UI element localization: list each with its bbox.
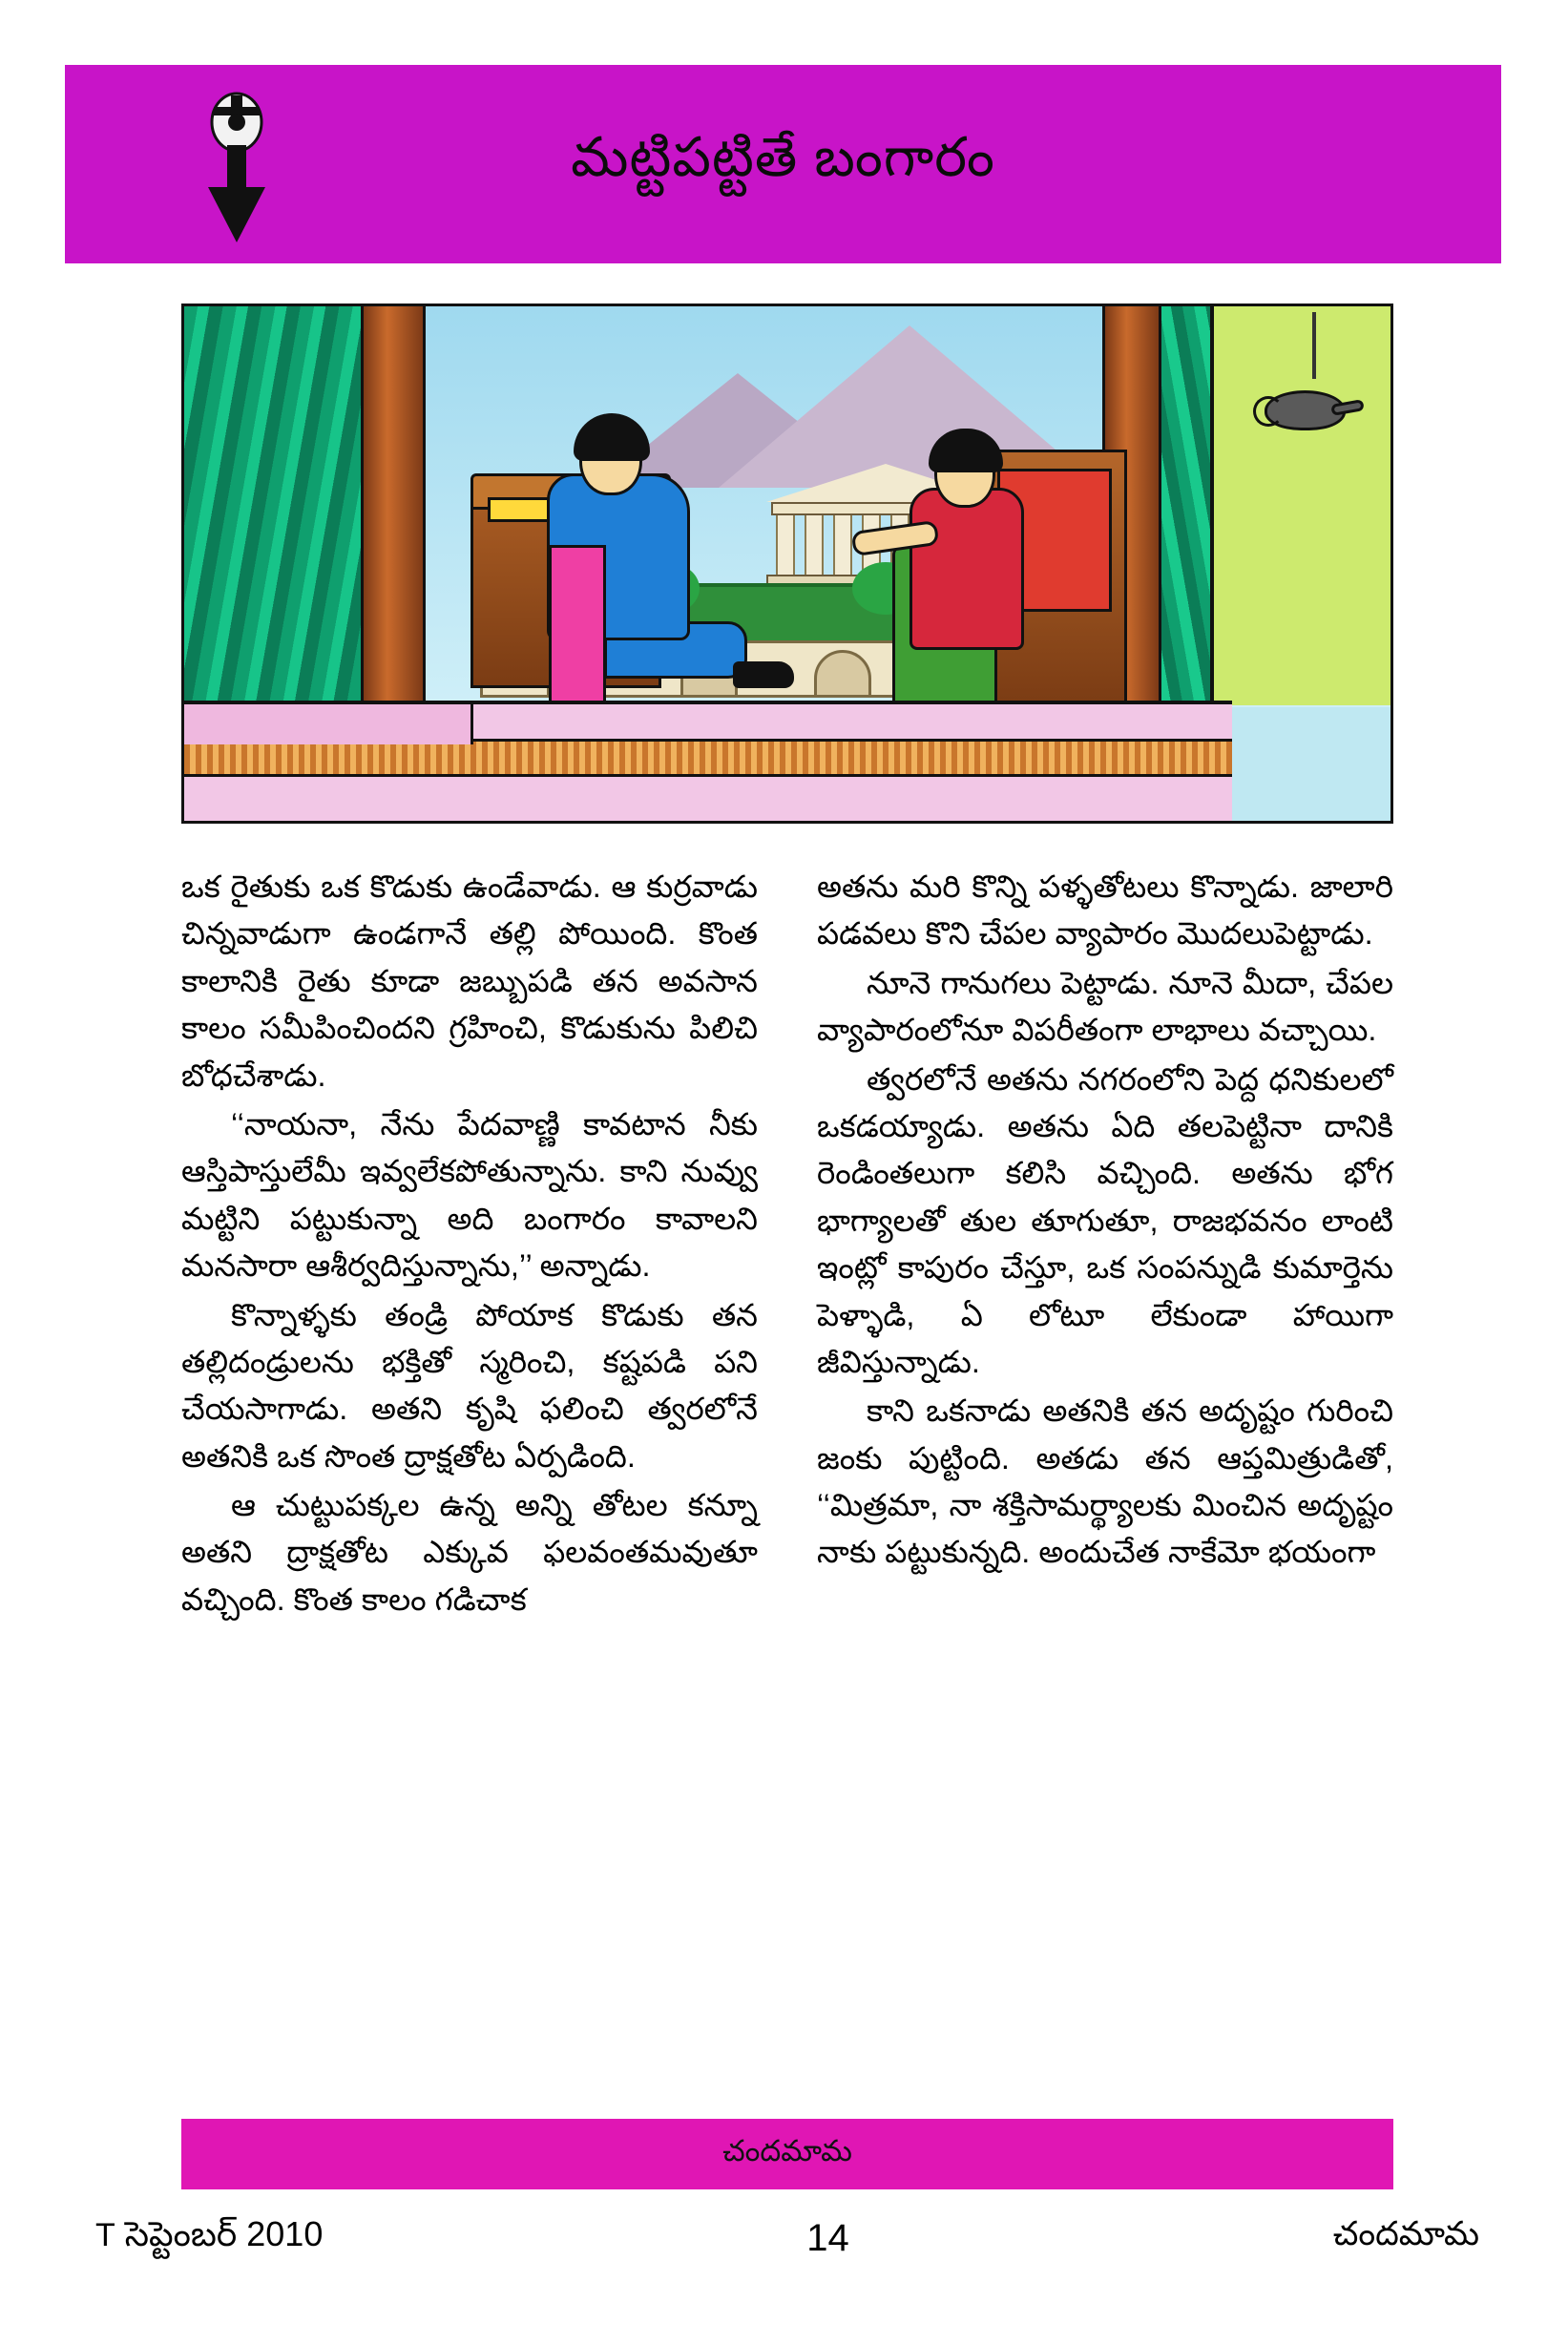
paragraph: కాని ఒకనాడు అతనికి తన అదృష్టం గురించి జంకు పుట్టింది. అతడు తన ఆప్తమిత్రుడితో, ‘‘మిత్రమా, నా శక్తిసామర్థ్యాలకు మించిన అదృష్టం నాకు పట్టుకున్నది. అందుచేత నాకేమో భయంగా — [817, 1393, 1393, 1570]
footer-band-label: చందమామ — [722, 2133, 852, 2167]
article-column-right — [817, 864, 1393, 2095]
paragraph: ఒక రైతుకు ఒక కొడుకు ఉండేవాడు. ఆ కుర్రవాడు చిన్నవాడుగా ఉండగానే తల్లి పోయింది. కొంత కాలానికి రైతు కూడా జబ్బుపడి తన అవసాన కాలం సమీపించిందని గ్రహించి, కొడుకును పిలిచి బోధచేశాడు. — [181, 869, 758, 1093]
paragraph: నూనె గానుగలు పెట్టాడు. నూనె మీదా, చేపల వ్యాపారంలోనూ విపరీతంగా లాభాలు వచ్చాయి. — [817, 965, 1393, 1048]
paragraph: ఆ చుట్టుపక్కల ఉన్న అన్ని తోటల కన్నూ అతని ద్రాక్షతోట ఎక్కువ ఫలవంతమవుతూ వచ్చింది. కొంత కాలం గడిచాక — [181, 1488, 758, 1617]
illustration-floor-border — [184, 739, 1232, 777]
footer-band — [181, 2119, 1393, 2189]
illustration-curtain-left — [184, 306, 366, 705]
illustration-dais — [184, 701, 473, 744]
footer-magazine-name: చందమామ — [1332, 2215, 1479, 2252]
hanging-oil-lamp-icon — [1255, 373, 1369, 440]
illustration-green-wall-panel — [1210, 306, 1390, 705]
footer-issue — [95, 2214, 323, 2263]
story-illustration — [181, 304, 1393, 824]
illustration-pillar-left — [361, 306, 426, 705]
article-column-left — [181, 864, 758, 2095]
page-number: 14 — [806, 2216, 849, 2259]
paragraph: ‘‘నాయనా, నేను పేదవాణ్ణి కావటాన నీకు ఆస్తిపాస్తులేమీ ఇవ్వలేకపోతున్నాను. కాని నువ్వు మట్టిని పట్టుకున్నా అది బంగారం కావాలని మనసారా ఆశీర్వదిస్తున్నాను,’’ అన్నాడు. — [181, 1106, 758, 1284]
paragraph: అతను మరి కొన్ని పళ్ళతోటలు కొన్నాడు. జాలారి పడవలు కొని చేపల వ్యాపారం మొదలుపెట్టాడు. — [817, 869, 1393, 952]
header-banner — [65, 65, 1501, 263]
page-footer — [95, 2209, 1479, 2267]
illustration-lamp-chain — [1312, 312, 1316, 379]
page-title: మట్టిపట్టితే బంగారం — [571, 127, 995, 188]
paragraph: కొన్నాళ్ళకు తండ్రి పోయాక కొడుకు తన తల్లిదండ్రులను భక్తితో స్మరించి, కష్టపడి పని చేయసాగాడు. అతని కృషి ఫలించి త్వరలోనే అతనికి ఒక సొంత ద్రాక్షతోట ఏర్పడింది. — [181, 1297, 758, 1474]
footer-issue-date: సెప్టెంబర్ 2010 — [124, 2213, 324, 2253]
article-body — [181, 864, 1393, 2095]
footer-mark: T — [95, 2216, 115, 2253]
paragraph: త్వరలోనే అతను నగరంలోని పెద్ద ధనికులలో ఒకడయ్యాడు. అతను ఏది తలపెట్టినా దానికి రెండింతలుగా కలిసి వచ్చింది. అతను భోగ భాగ్యాలతో తుల తూగుతూ, రాజభవనం లాంటి ఇంట్లో కాపురం చేస్తూ, ఒక సంపన్నుడి కుమార్తెను పెళ్ళాడి, ఏ లోటూ లేకుండా హాయిగా జీవిస్తున్నాడు. — [817, 1061, 1393, 1379]
